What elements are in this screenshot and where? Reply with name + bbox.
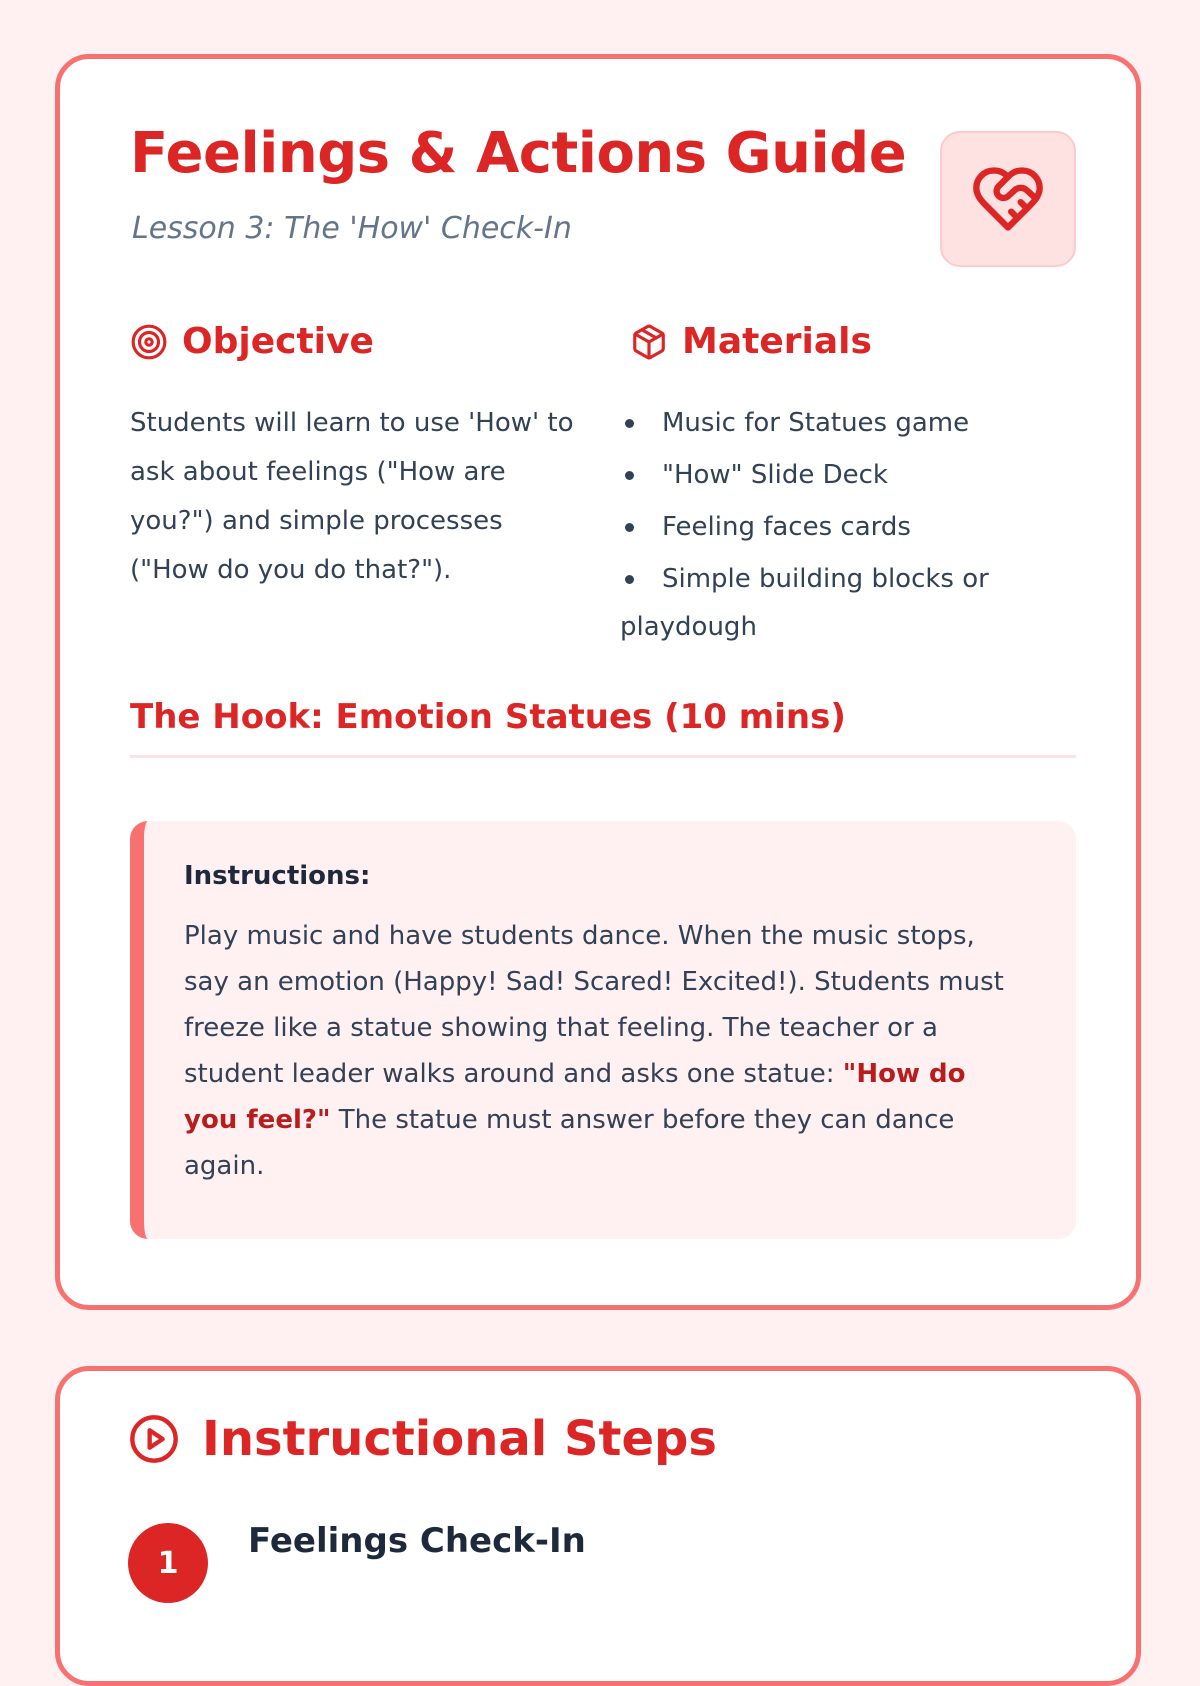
list-item: Music for Statues game (620, 399, 1060, 447)
objective-heading-label: Objective (182, 321, 374, 362)
objective-heading (130, 321, 374, 362)
list-item: Simple building blocks or playdough (620, 555, 1060, 651)
steps-heading-label: Instructional Steps (202, 1411, 717, 1467)
play-circle-icon (128, 1413, 180, 1465)
step-title: Feelings Check-In (248, 1521, 586, 1561)
heart-handshake-badge (940, 131, 1076, 267)
list-item: Feeling faces cards (620, 503, 1060, 551)
materials-heading-label: Materials (682, 321, 872, 362)
step-number-badge: 1 (128, 1523, 208, 1603)
instructions-label: Instructions: (184, 861, 371, 891)
materials-list (620, 399, 1060, 655)
materials-heading (630, 321, 872, 362)
lesson-subtitle: Lesson 3: The 'How' Check-In (132, 211, 572, 246)
instructions-text-end: The statue must answer before they can dance again. (184, 1105, 955, 1181)
step-item (128, 1521, 586, 1603)
instructions-box (130, 821, 1076, 1239)
steps-heading (128, 1411, 717, 1467)
target-icon (130, 323, 168, 361)
lesson-card (55, 54, 1141, 1310)
instructions-text-start: Play music and have students dance. When the music stops, say an emotion (Happy! Sad! Scared! Excited!). Students must freeze like a statue showing that feeling. The teacher or a student leader walks around and asks one statue: (184, 921, 1004, 1089)
hook-heading: The Hook: Emotion Statues (10 mins) (130, 697, 1076, 758)
heart-handshake-icon (970, 161, 1046, 237)
steps-card (55, 1366, 1141, 1686)
instructions-text (184, 913, 1016, 1189)
box-icon (630, 323, 668, 361)
list-item: "How" Slide Deck (620, 451, 1060, 499)
page-title: Feelings & Actions Guide (130, 121, 907, 186)
objective-text: Students will learn to use 'How' to ask about feelings ("How are you?") and simple processes ("How do you do that?"). (130, 408, 574, 585)
highlight-question: "How do you feel?" (184, 1059, 966, 1135)
